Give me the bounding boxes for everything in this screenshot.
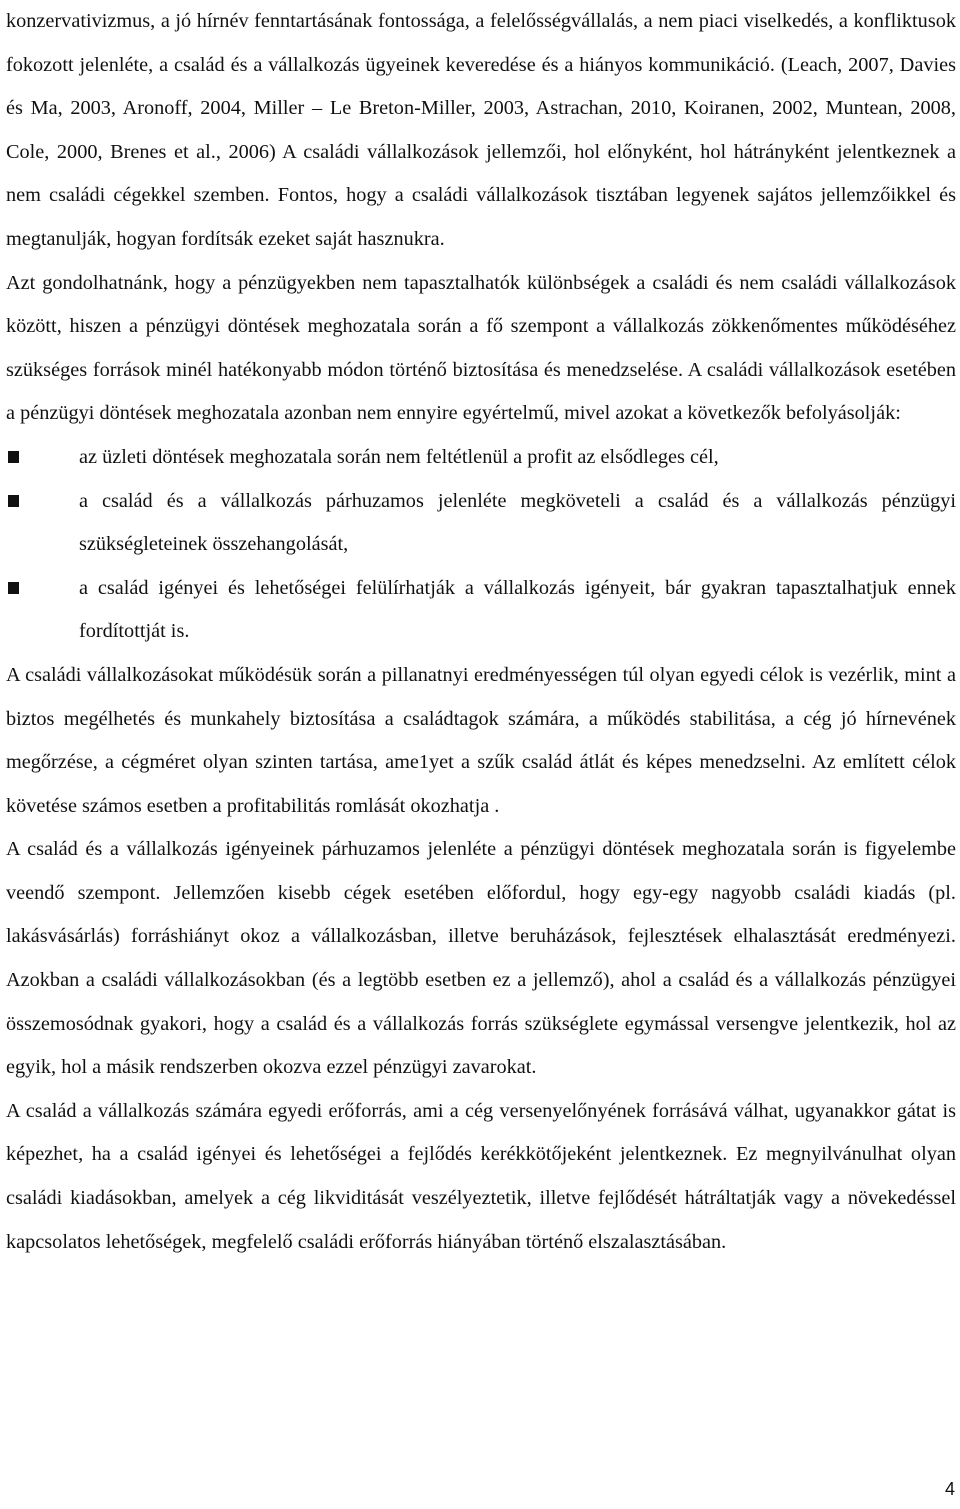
list-item-text: a család igényei és lehetőségei felülírhatják a vállalkozás igényeit, bár gyakran tapasztalhatjuk ennek fordítottját is. [79, 576, 956, 643]
square-bullet-icon [8, 582, 19, 594]
paragraph: A család és a vállalkozás igényeinek párhuzamos jelenléte a pénzügyi döntések meghozatala során is figyelembe veendő szempont. Jellemzően kisebb cégek esetében előfordul, hogy egy-egy nagyobb családi kiadás (pl. lakásvásárlás) forráshiányt okoz a vállalkozásban, illetve beruházások, fejlesztések elhalasztását eredményezi. Azokban a családi vállalkozásokban (és a legtöbb esetben ez a jellemző), ahol a család és a vállalkozás pénzügyei összemosódnak gyakori, hogy a család és a vállalkozás forrás szükséglete egymással versengve jelentkezik, hol az egyik, hol a másik rendszerben okozva ezzel pénzügyi zavarokat. [6, 838, 956, 1079]
page-number: 4 [944, 1479, 955, 1499]
list-item [6, 480, 956, 567]
paragraph: Azt gondolhatnánk, hogy a pénzügyekben nem tapasztalhatók különbségek a családi és nem családi vállalkozások között, hiszen a pénzügyi döntések meghozatala során a fő szempont a vállalkozás zökkenőmentes működéséhez szükséges források minél hatékonyabb módon történő biztosítása és menedzselése. A családi vállalkozások esetében a pénzügyi döntések meghozatala azonban nem ennyire egyértelmű, mivel azokat a következők befolyásolják: [6, 271, 956, 425]
square-bullet-icon [8, 451, 19, 463]
paragraph: A család a vállalkozás számára egyedi erőforrás, ami a cég versenyelőnyének forrásává válhat, ugyanakkor gátat is képezhet, ha a család igényei és lehetőségei a fejlődés kerékkötőjeként jelentkeznek. Ez megnyilvánulhat olyan családi kiadásokban, amelyek a cég likviditását veszélyeztetik, illetve fejlődését hátráltatják vagy a növekedéssel kapcsolatos lehetőségek, megfelelő családi erőforrás hiányában történő elszalasztásában. [6, 1099, 956, 1253]
list-item-text: az üzleti döntések meghozatala során nem feltétlenül a profit az elsődleges cél, [79, 445, 719, 468]
paragraph: A családi vállalkozásokat működésük során a pillanatnyi eredményességen túl olyan egyedi célok is vezérlik, mint a biztos megélhetés és munkahely biztosítása a családtagok számára, a működés stabilitása, a cég jó hírnevének megőrzése, a cégméret olyan szinten tartása, ame1yet a szűk család átlát és képes menedzselni. Az említett célok követése számos esetben a profitabilitás romlását okozhatja . [6, 663, 956, 817]
square-bullet-icon [8, 495, 19, 507]
document-page [6, 0, 956, 1264]
bullet-list [6, 436, 956, 654]
list-item-text: a család és a vállalkozás párhuzamos jelenléte megköveteli a család és a vállalkozás pénzügyi szükségleteinek összehangolását, [79, 489, 956, 556]
list-item [6, 567, 956, 654]
paragraph: konzervativizmus, a jó hírnév fenntartásának fontossága, a felelősségvállalás, a nem piaci viselkedés, a konfliktusok fokozott jelenléte, a család és a vállalkozás ügyeinek keveredése és a hiányos kommunikáció. (Leach, 2007, Davies és Ma, 2003, Aronoff, 2004, Miller – Le Breton-Miller, 2003, Astrachan, 2010, Koiranen, 2002, Muntean, 2008, Cole, 2000, Brenes et al., 2006) A családi vállalkozások jellemzői, hol előnyként, hol hátrányként jelentkeznek a nem családi cégekkel szemben. Fontos, hogy a családi vállalkozások tisztában legyenek sajátos jellemzőikkel és megtanulják, hogyan fordítsák ezeket saját hasznukra. [6, 10, 956, 250]
list-item [6, 436, 956, 480]
